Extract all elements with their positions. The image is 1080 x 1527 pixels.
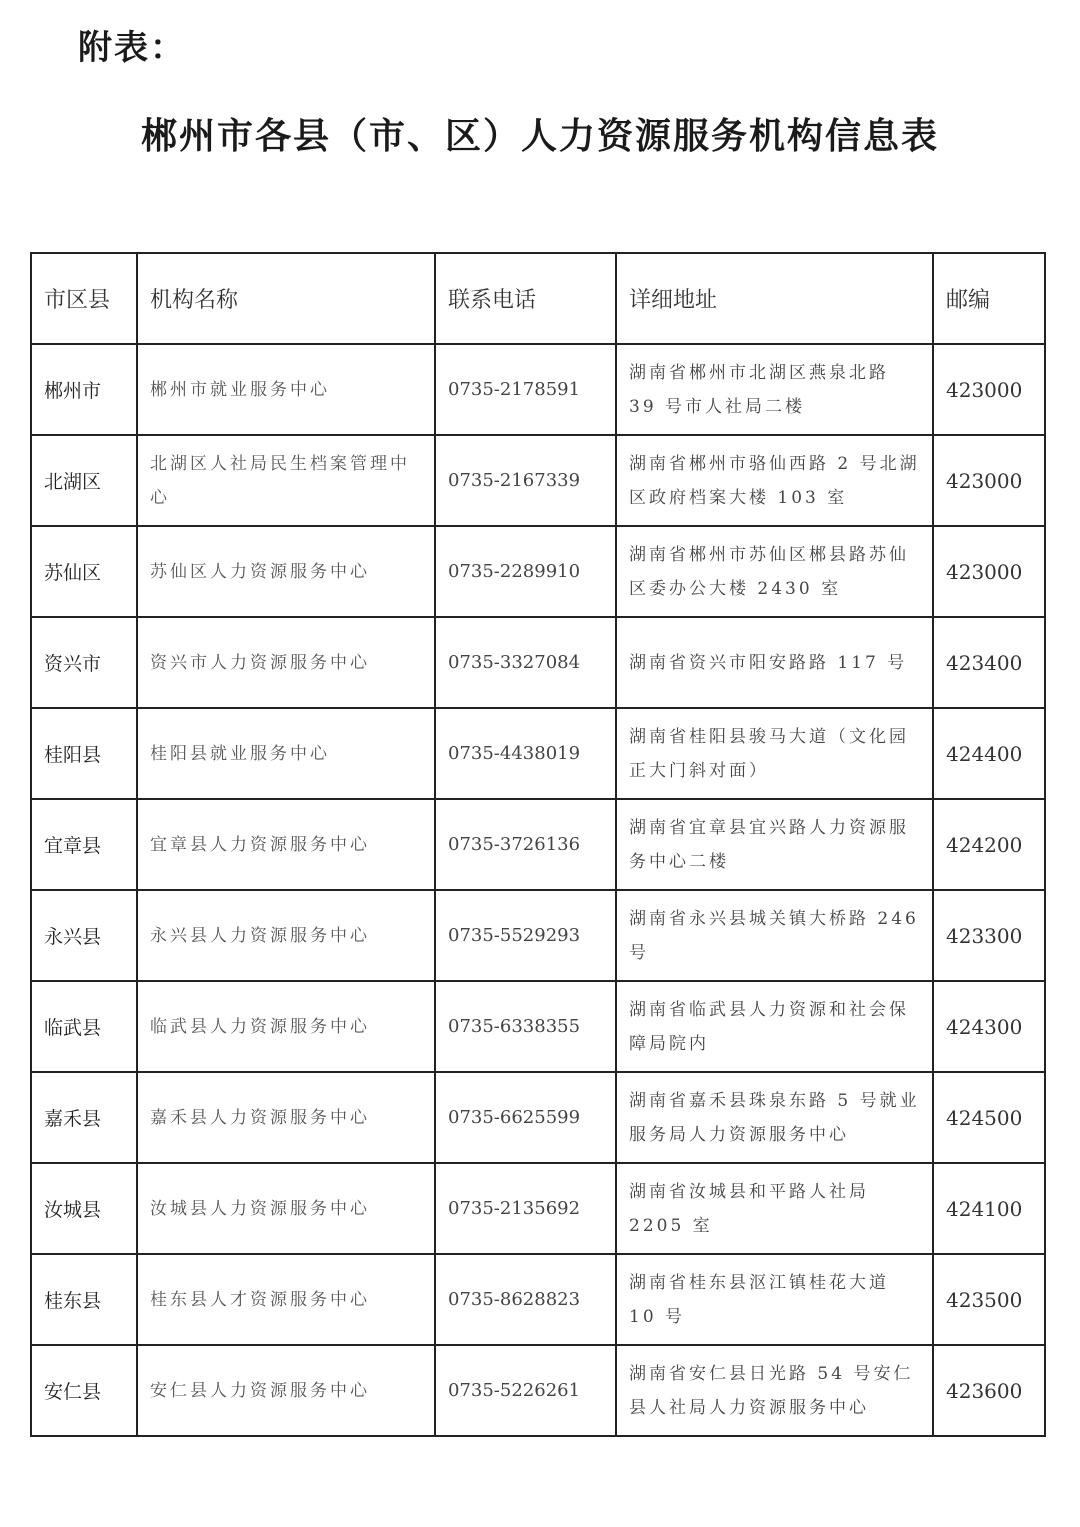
address-cell: 湖南省安仁县日光路 54 号安仁县人社局人力资源服务中心 (616, 1345, 933, 1436)
table-header-row (31, 253, 1045, 344)
org-name-cell: 嘉禾县人力资源服务中心 (137, 1072, 435, 1163)
page-title: 郴州市各县（市、区）人力资源服务机构信息表 (140, 116, 939, 157)
table-row (31, 1072, 1045, 1163)
header-address: 详细地址 (616, 253, 933, 344)
org-name-cell: 郴州市就业服务中心 (137, 344, 435, 435)
org-name-cell: 汝城县人力资源服务中心 (137, 1163, 435, 1254)
header-phone: 联系电话 (435, 253, 616, 344)
org-name-cell: 桂东县人才资源服务中心 (137, 1254, 435, 1345)
phone-cell: 0735-4438019 (435, 708, 616, 799)
phone-cell: 0735-2178591 (435, 344, 616, 435)
zip-cell: 424200 (933, 799, 1045, 890)
phone-cell: 0735-2289910 (435, 526, 616, 617)
org-name-cell: 桂阳县就业服务中心 (137, 708, 435, 799)
zip-cell: 424100 (933, 1163, 1045, 1254)
table-row (31, 708, 1045, 799)
table-row (31, 890, 1045, 981)
zip-cell: 423000 (933, 526, 1045, 617)
zip-cell: 423400 (933, 617, 1045, 708)
table-row (31, 1345, 1045, 1436)
phone-cell: 0735-6338355 (435, 981, 616, 1072)
table-row (31, 1254, 1045, 1345)
county-cell: 苏仙区 (31, 526, 137, 617)
county-cell: 汝城县 (31, 1163, 137, 1254)
phone-cell: 0735-2135692 (435, 1163, 616, 1254)
table-row (31, 799, 1045, 890)
table-row (31, 617, 1045, 708)
address-cell: 湖南省郴州市苏仙区郴县路苏仙区委办公大楼 2430 室 (616, 526, 933, 617)
address-cell: 湖南省郴州市北湖区燕泉北路 39 号市人社局二楼 (616, 344, 933, 435)
county-cell: 嘉禾县 (31, 1072, 137, 1163)
zip-cell: 424400 (933, 708, 1045, 799)
header-county: 市区县 (31, 253, 137, 344)
county-cell: 安仁县 (31, 1345, 137, 1436)
table-row (31, 435, 1045, 526)
header-zip: 邮编 (933, 253, 1045, 344)
header-org-name: 机构名称 (137, 253, 435, 344)
phone-cell: 0735-8628823 (435, 1254, 616, 1345)
address-cell: 湖南省临武县人力资源和社会保障局院内 (616, 981, 933, 1072)
address-cell: 湖南省汝城县和平路人社局 2205 室 (616, 1163, 933, 1254)
zip-cell: 423600 (933, 1345, 1045, 1436)
county-cell: 永兴县 (31, 890, 137, 981)
zip-cell: 423500 (933, 1254, 1045, 1345)
zip-cell: 423300 (933, 890, 1045, 981)
zip-cell: 423000 (933, 435, 1045, 526)
org-name-cell: 永兴县人力资源服务中心 (137, 890, 435, 981)
county-cell: 郴州市 (31, 344, 137, 435)
zip-cell: 423000 (933, 344, 1045, 435)
phone-cell: 0735-3726136 (435, 799, 616, 890)
table-row (31, 981, 1045, 1072)
zip-cell: 424500 (933, 1072, 1045, 1163)
address-cell: 湖南省资兴市阳安路路 117 号 (616, 617, 933, 708)
org-name-cell: 资兴市人力资源服务中心 (137, 617, 435, 708)
address-cell: 湖南省宜章县宜兴路人力资源服务中心二楼 (616, 799, 933, 890)
county-cell: 桂阳县 (31, 708, 137, 799)
phone-cell: 0735-6625599 (435, 1072, 616, 1163)
county-cell: 临武县 (31, 981, 137, 1072)
info-table (30, 252, 1046, 1437)
org-name-cell: 临武县人力资源服务中心 (137, 981, 435, 1072)
table-row (31, 1163, 1045, 1254)
zip-cell: 424300 (933, 981, 1045, 1072)
county-cell: 资兴市 (31, 617, 137, 708)
org-name-cell: 苏仙区人力资源服务中心 (137, 526, 435, 617)
org-name-cell: 北湖区人社局民生档案管理中心 (137, 435, 435, 526)
phone-cell: 0735-5529293 (435, 890, 616, 981)
org-name-cell: 安仁县人力资源服务中心 (137, 1345, 435, 1436)
address-cell: 湖南省桂阳县骏马大道（文化园正大门斜对面） (616, 708, 933, 799)
address-cell: 湖南省永兴县城关镇大桥路 246 号 (616, 890, 933, 981)
table-row (31, 526, 1045, 617)
phone-cell: 0735-2167339 (435, 435, 616, 526)
org-name-cell: 宜章县人力资源服务中心 (137, 799, 435, 890)
county-cell: 桂东县 (31, 1254, 137, 1345)
address-cell: 湖南省郴州市骆仙西路 2 号北湖区政府档案大楼 103 室 (616, 435, 933, 526)
address-cell: 湖南省嘉禾县珠泉东路 5 号就业服务局人力资源服务中心 (616, 1072, 933, 1163)
address-cell: 湖南省桂东县沤江镇桂花大道 10 号 (616, 1254, 933, 1345)
phone-cell: 0735-3327084 (435, 617, 616, 708)
county-cell: 北湖区 (31, 435, 137, 526)
attachment-label: 附表： (78, 28, 186, 68)
county-cell: 宜章县 (31, 799, 137, 890)
phone-cell: 0735-5226261 (435, 1345, 616, 1436)
table-row (31, 344, 1045, 435)
